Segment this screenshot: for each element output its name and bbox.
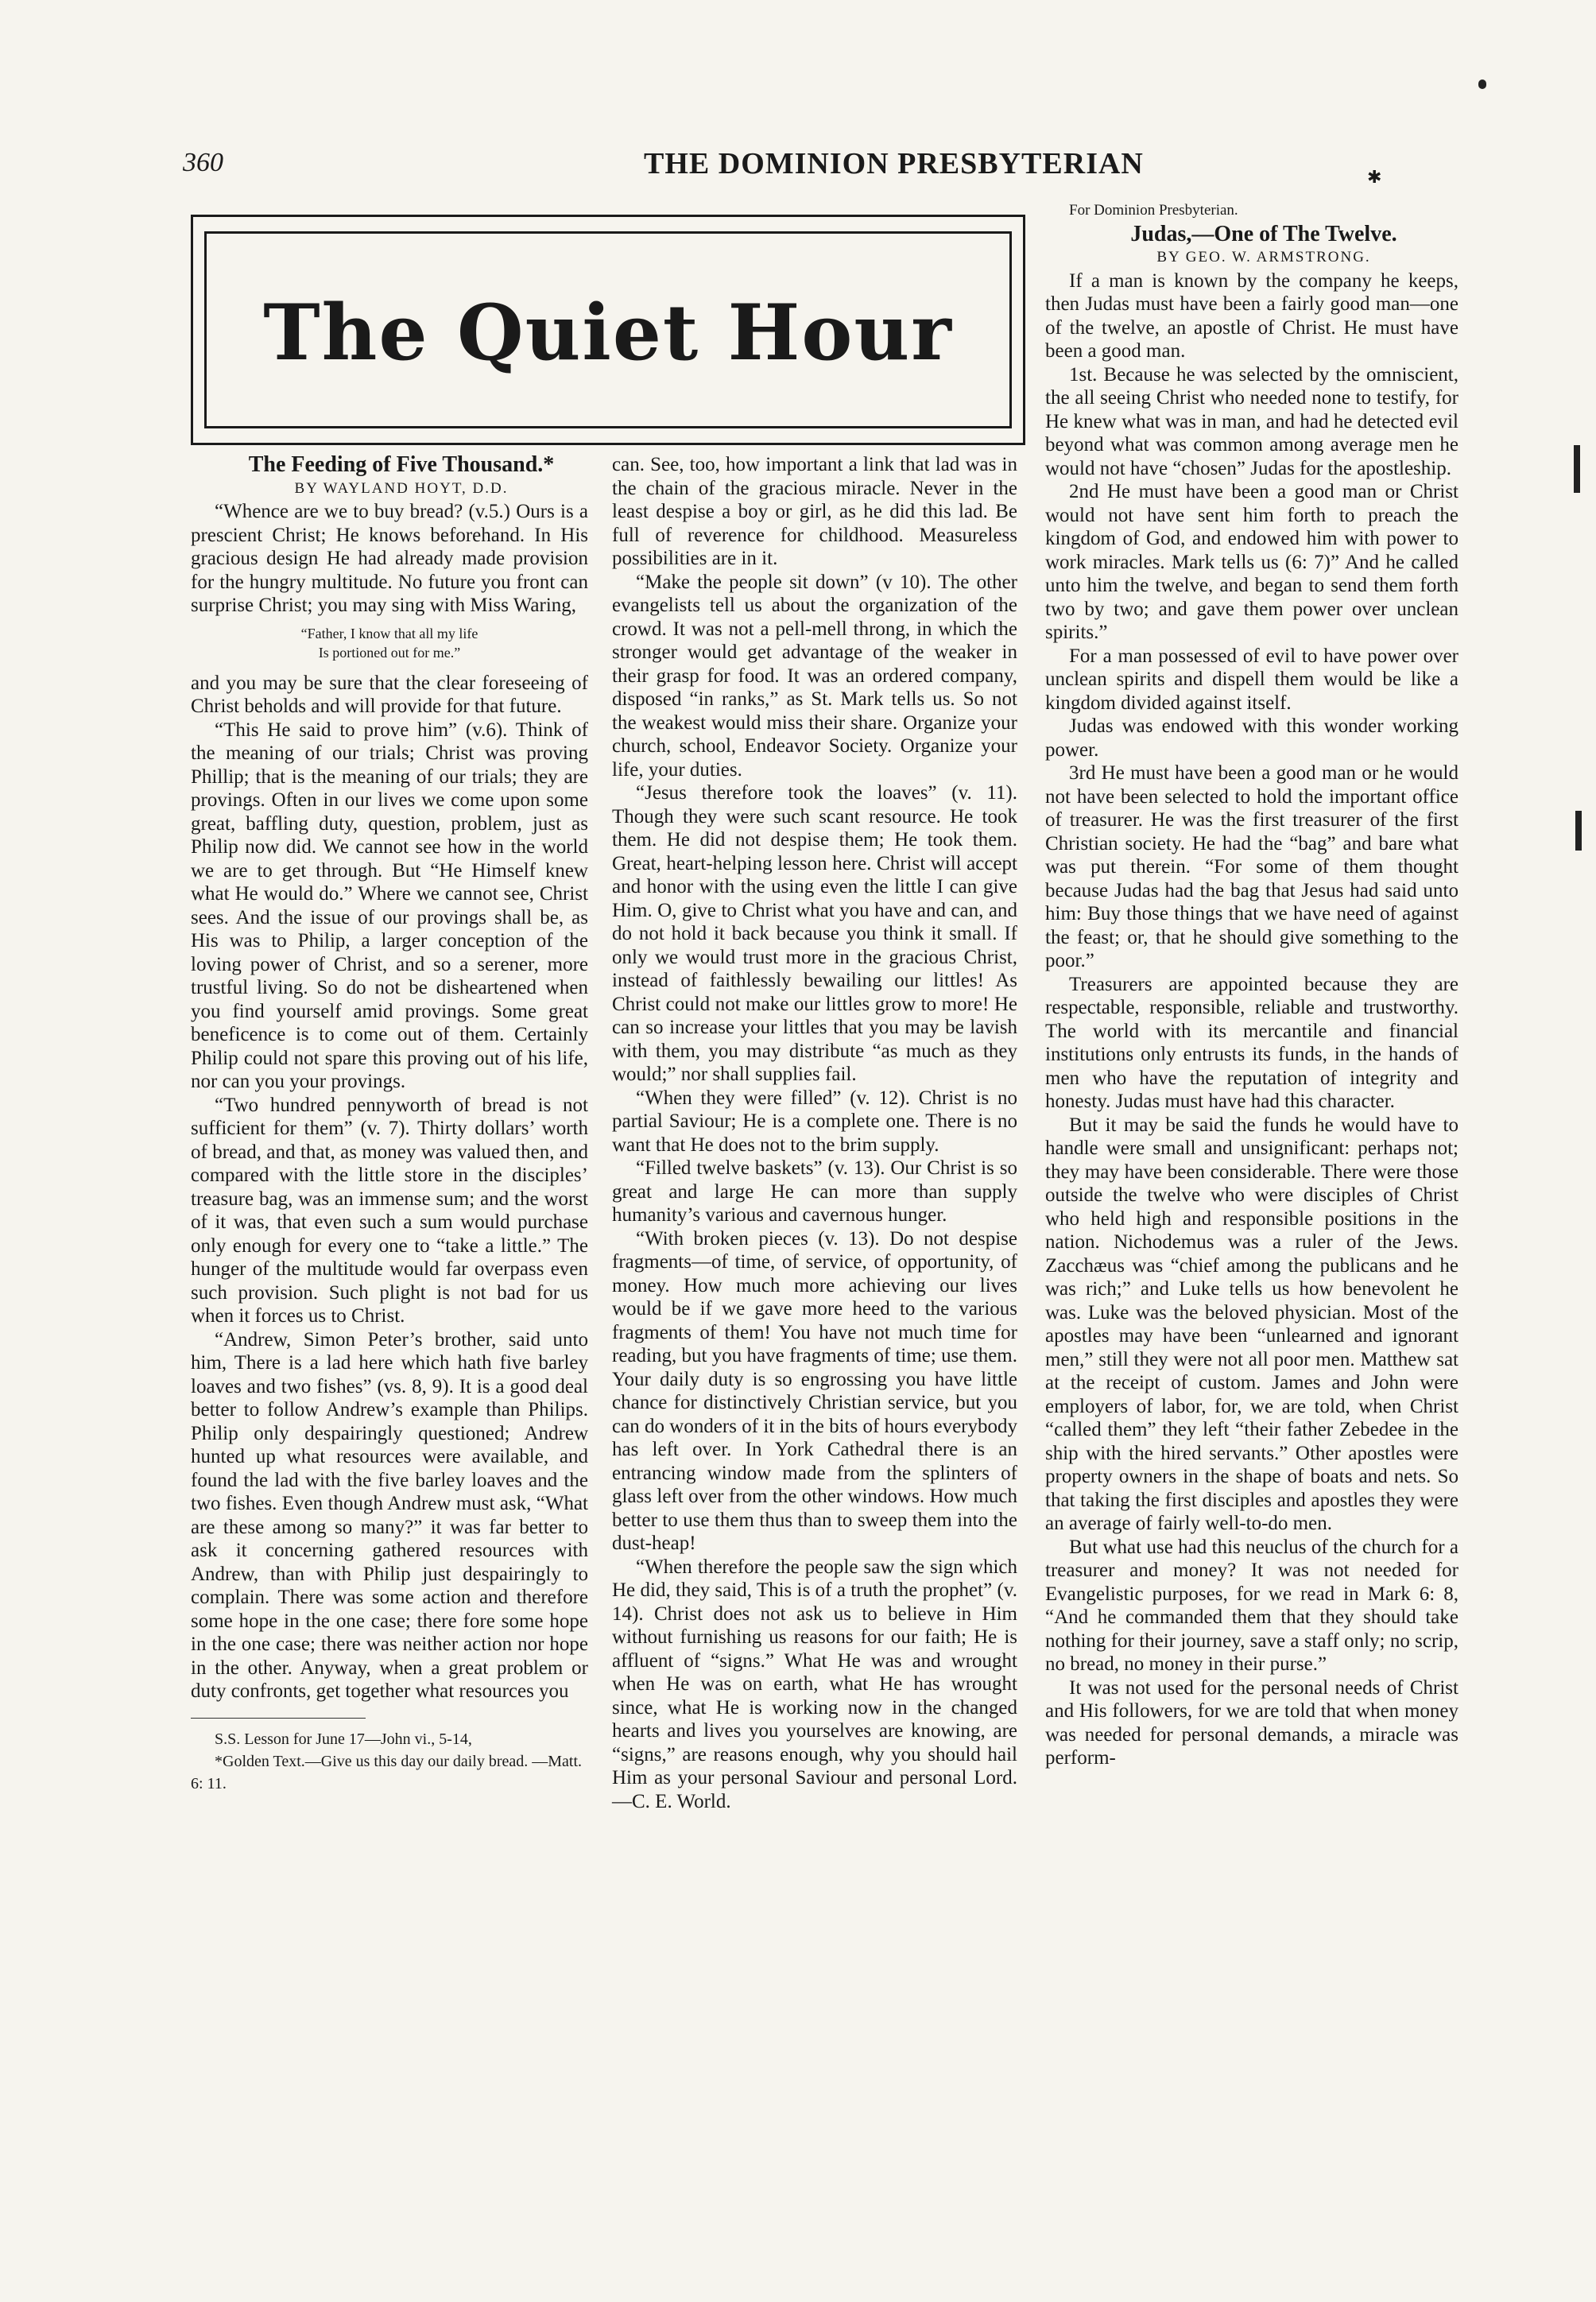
banner-inner-frame — [204, 231, 1012, 428]
paragraph: 1st. Because he was selected by the omniscient, the all seeing Christ who needed none to testify, for He knew what was in man, and had he detected evil beyond what was common among average men he would not have “chosen” Judas for the apostleship. — [1045, 363, 1458, 479]
article-title: Judas,—One of The Twelve. — [1130, 221, 1397, 246]
paragraph: “Filled twelve baskets” (v. 13). Our Christ is so great and large He can more than supply humanity’s various and cavernous hunger. — [612, 1157, 1017, 1226]
paragraph: “With broken pieces (v. 13). Do not despise fragments—of time, of service, of opportunity, of money. How much more achieving our lives would be if we gave more heed to the various fragments of them! You have not much time for reading, but you have fragments of time; use them. Your daily duty is so engrossing you have little chance for distinctively Christian service, but you can do wonders of it in the bits of hours everybody has left over. In York Cathedral there is an entrancing window made from the splinters of glass left over from the other windows. How much better to use them thus than to sweep them into the dust-heap! — [612, 1227, 1017, 1554]
scan-artifact — [1574, 445, 1580, 493]
poem-quote — [191, 624, 588, 662]
paragraph: “When they were filled” (v. 12). Christ is no partial Saviour; He is a complete one. There is no want that He does not to the brim supply. — [612, 1087, 1017, 1156]
footnote-divider — [191, 1718, 366, 1719]
column-1 — [191, 453, 588, 1795]
journal-title: THE DOMINION PRESBYTERIAN — [644, 147, 1144, 180]
paragraph: 3rd He must have been a good man or he would not have been selected to hold the important office of treasurer. He was the first treasurer of the first Christian society. He had the “bag” and bare what was put therein. “For some of them thought because Judas had the bag that Jesus had said unto him: Buy those things that we have need of against the feast; or, that he should give something to the poor.” — [1045, 762, 1458, 971]
star-icon: ✱ — [1367, 167, 1382, 187]
poem-line: “Father, I know that all my life — [300, 625, 478, 641]
paragraph: “Make the people sit down” (v 10). The other evangelists tell us about the organization of the crowd. It was not a pell-mell throng, in which the stronger would get advantage of the weaker in their grasp for food. It was an ordered company, disposed “in ranks,” as St. Mark tells us. So not the weakest would miss their share. Organize your church, school, Endeavor Society. Organize your life, your duties. — [612, 571, 1017, 781]
paragraph: If a man is known by the company he keeps, then Judas must have been a fairly good man—one of the twelve, an apostle of Christ. He must have been a good man. — [1045, 269, 1458, 362]
paragraph: It was not used for the personal needs of Christ and His followers, for we are told that when money was needed for personal demands, a miracle was perform- — [1045, 1676, 1458, 1769]
paragraph: For a man possessed of evil to have power over unclean spirits and dispell them would be like a kingdom divided against itself. — [1045, 645, 1458, 714]
footnote: *Golden Text.—Give us this day our daily bread. —Matt. 6: 11. — [191, 1752, 583, 1792]
page-number: 360 — [183, 148, 223, 177]
column-2 — [612, 453, 1017, 1813]
scan-artifact — [1575, 811, 1582, 851]
paragraph: “Two hundred pennyworth of bread is not sufficient for them” (v. 7). Thirty dollars’ worth of bread, and that, as money was valued then, and compared with the little store in the disciples’ treasure bag, was an immense sum; and the worst of it was, that even such a sum would purchase only enough for every one to “take a little.” The hunger of the multitude would far overpass even such provision. Such plight is not bad for us when it forces us to Christ. — [191, 1094, 588, 1327]
section-banner — [191, 215, 1025, 445]
paragraph: But it may be said the funds he would have to handle were small and unsignificant: perhaps not; they may have been considerable. There were those outside the twelve who were disciples of Christ who held high and responsible positions in the nation. Nichodemus was a ruler of the Jews. Zacchæus was “chief among the publicans and he was rich;” and Luke tells us how benevolent he was. Luke was the beloved physician. Most of the apostles may have been “unlearned and ignorant men,” still they were not all poor men. Matthew sat at the receipt of custom. James and John were employers of labor, for, we are told, when Christ “called them” they left “their father Zebedee in the ship with the hired servants.” Other apostles were property owners in the shape of boats and nets. So that taking the first disciples and apostles they were an average of fairly well-to-do men. — [1045, 1114, 1458, 1534]
page-header — [183, 143, 1144, 191]
paragraph: “Andrew, Simon Peter’s brother, said unto him, There is a lad here which hath five barley loaves and two fishes” (vs. 8, 9). It is a good deal better to follow Andrew’s example than Philips. Philip only despairingly questioned; Andrew hunted up what resources were available, and found the lad with the five barley loaves and the two fishes. Even though Andrew must ask, “What are these among so many?” it was far better to ask it concerning gathered resources with Andrew, than with Philip just despairingly to complain. There was some action and therefore some hope in the one case; there fore some hope in the one case; there was neither action nor hope in the other. Anyway, when a great problem or duty confronts, get together what resources you — [191, 1328, 588, 1702]
paragraph: and you may be sure that the clear foreseeing of Christ beholds and will provide for that future. — [191, 672, 588, 717]
paragraph: 2nd He must have been a good man or Christ would not have sent him forth to preach the kingdom of God, and endowed him with power to work miracles. Mark tells us (6: 7)” And he called unto him the twelve, and began to send them forth two by two; and gave them power over unclean spirits.” — [1045, 481, 1458, 643]
article-kicker: For Dominion Presbyterian. — [1069, 202, 1238, 219]
paragraph: “When therefore the people saw the sign which He did, they said, This is of a truth the prophet” (v. 14). Christ does not ask us to believe in Him without furnishing us reasons for our faith; He is affluent of “signs.” What He was and wrought when He was on earth, what He has wrought since, what He is working now in the changed hearts and lives you yourselves are knowing, are “signs,” are reasons enough, why you should hail Him as your personal Saviour and personal Lord.—C. E. World. — [612, 1556, 1017, 1812]
article-title: The Feeding of Five Thousand.* — [248, 452, 555, 477]
paragraph: Treasurers are appointed because they are respectable, responsible, reliable and trustworthy. The world with its mercantile and financial institutions only entrusts its funds, in the hands of men who have the reputation of integrity and honesty. Judas must have had this character. — [1045, 973, 1458, 1112]
poem-line: Is portioned out for me.” — [318, 644, 461, 661]
paragraph: “Whence are we to buy bread? (v.5.) Ours is a prescient Christ; He knows beforehand. In His gracious design He had already made provision for the hungry multitude. No future you front can surprise Christ; you may sing with Miss Waring, — [191, 501, 588, 616]
article-byline: BY GEO. W. ARMSTRONG. — [1156, 249, 1371, 265]
footnote: S.S. Lesson for June 17—John vi., 5-14, — [215, 1730, 472, 1748]
paragraph: But what use had this neuclus of the church for a treasurer and money? It was not needed for Evangelistic purposes, for we read in Mark 6: 8, “And he commanded them that they should take nothing for their journey, save a staff only; no scrip, no bread, no money in their purse.” — [1045, 1536, 1458, 1675]
paragraph: “Jesus therefore took the loaves” (v. 11). Though they were such scant resource. He took them. He did not despise them; He took them. Great, heart-helping lesson here. Christ will accept and honor with the using even the little I can give Him. O, give to Christ what you have and can, and do not hold it back because you think it small. If only we would trust more in the gracious Christ, instead of faithlessly bewailing our littles! As Christ could not make our littles grow to more! He can so increase your littles that you may be lavish with them, you may distribute “as much as they would;” nor shall supplies fail. — [612, 782, 1017, 1085]
section-title: The Quiet Hour — [263, 288, 953, 378]
article-byline: BY WAYLAND HOYT, D.D. — [294, 479, 509, 497]
scan-artifact — [1478, 79, 1486, 89]
paragraph: “This He said to prove him” (v.6). Think of the meaning of our trials; Christ was proving Phillip; that is the meaning of our trials; they are provings. Often in our lives we come upon some great, baffling duty, question, problem, just as Philip now did. We cannot see how in the world we are to get through. But “He Himself knew what He would do.” Where we cannot see, Christ sees. And the issue of our provings shall be, as His was to Philip, a larger conception of the loving power of Christ, and so a serener, more trustful living. So do not be disheartened when you find yourself amid provings. Some great beneficence is to come out of them. Certainly Philip could not spare this proving out of his life, nor can you your provings. — [191, 719, 588, 1092]
paragraph: Judas was endowed with this wonder working power. — [1045, 715, 1458, 761]
paragraph: can. See, too, how important a link that lad was in the chain of the gracious miracle. Never in the least despise a boy or girl, as he did this lad. Be full of reverence for childhood. Measureless possibilities are in it. — [612, 454, 1017, 569]
column-3 — [1045, 199, 1458, 1770]
